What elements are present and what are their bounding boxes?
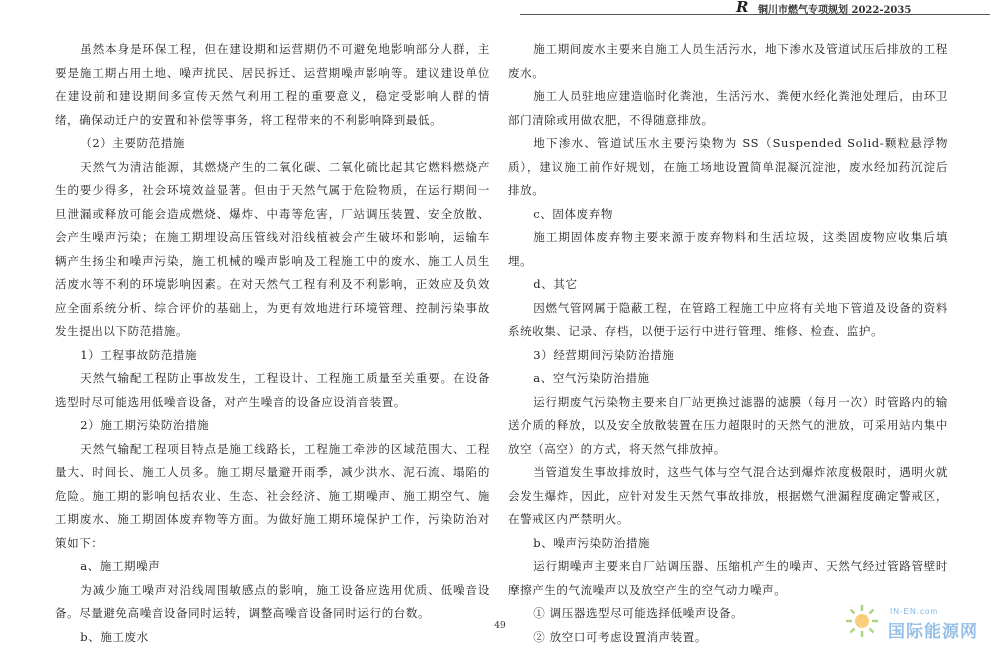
section-heading: d、其它 <box>533 277 578 291</box>
sun-logo-icon <box>844 603 880 639</box>
paragraph: 运行期废气污染物主要来自厂站更换过滤器的滤膜（每月一次）时管路内的输送介质的释放，以及安全放散装置在压力超限时的天然气的泄放，可采用站内集中放空（高空）的方式，将天然气排放掉。 <box>508 394 948 456</box>
watermark-name: 国际能源网 <box>888 622 978 642</box>
watermark-url: IN-EN.com <box>890 607 939 616</box>
section-heading: c、固体废弃物 <box>533 206 613 221</box>
paragraph: 当管道发生事故排放时，这些气体与空气混合达到爆炸浓度极限时，遇明火就会发生爆炸，因此，应针对发生天然气事故排放，根据燃气泄漏程度确定警戒区，在警戒区内严禁明火。 <box>508 465 948 526</box>
section-heading: b、噪声污染防治措施 <box>533 535 651 550</box>
paragraph: 为减少施工噪声对沿线周围敏感点的影响，施工设备应选用优质、低噪音设备。尽量避免高噪音设备同时运转，调整高噪音设备同时运行的台数。 <box>55 582 490 620</box>
paragraph: 天然气为清洁能源，其燃烧产生的二氧化碳、二氧化硫比起其它燃料燃烧产生的要少得多，社会环境效益显著。但由于天然气属于危险物质，在运行期间一旦泄漏或释放可能会造成燃烧、爆炸、中毒等危害，厂站调压装置、安全放散、会产生噪声污染；在施工期埋设高压管线对沿线植被会产生破坏和影响，运输车辆产生扬尘和噪声污染，施工机械的噪声影响及工程施工中的废水、施工人员生活废水等不利的环境影响因素。在对天然气工程有利及不利影响，正效应及负效应全面系统分析、综合评价的基础上，为更有效地进行环境管理、控制污染事故发生提出以下防范措施。 <box>55 159 490 338</box>
list-item: ② 放空口可考虑设置消声装置。 <box>533 629 707 644</box>
section-heading: （2）主要防范措施 <box>80 136 186 150</box>
header-rule <box>520 14 990 15</box>
paragraph: 虽然本身是环保工程，但在建设期和运营期仍不可避免地影响部分人群，主要是施工期占用土地、噪声扰民、居民拆迁、运营期噪声影响等。建议建设单位在建设前和建设期间多宣传天然气利用工程的重要意义，稳定受影响人群的情绪，确保动迁户的安置和补偿等事务，将工程带来的不利影响降到最低。 <box>55 42 490 127</box>
paragraph: 施工人员驻地应建造临时化粪池，生活污水、粪便水经化粪池处理后，由环卫部门清除或用做农肥，不得随意排放。 <box>508 89 948 127</box>
section-heading: a、空气污染防治措施 <box>533 371 650 385</box>
section-heading: 1）工程事故防范措施 <box>80 347 198 362</box>
page-number: 49 <box>494 621 506 631</box>
list-item: ① 调压器选型尽可能选择低噪声设备。 <box>533 606 744 620</box>
watermark <box>842 601 992 649</box>
page-header <box>0 0 1000 20</box>
section-heading: 2）施工期污染防治措施 <box>80 418 210 432</box>
paragraph: 运行期噪声主要来自厂站调压器、压缩机产生的噪声、天然气经过管路管壁时摩擦产生的气流噪声以及放空产生的空气动力噪声。 <box>508 559 948 597</box>
paragraph: 天然气输配工程项目特点是施工线路长，工程施工牵涉的区域范围大、工程量大、时间长、施工人员多。施工期尽量避开雨季，减少洪水、泥石流、塌陷的危险。施工期的影响包括农业、生态、社会经济、施工期噪声、施工期空气、施工期废水、施工期固体废弃物等方面。为做好施工期环境保护工作，污染防治对策如下： <box>55 441 490 550</box>
header-logo: R <box>736 0 749 16</box>
section-heading: 3）经营期间污染防治措施 <box>533 347 675 362</box>
paragraph: 地下渗水、管道试压水主要污染物为 SS（Suspended Solid-颗粒悬浮物质），建议施工前作好规划，在施工场地设置简单混凝沉淀池，废水经加药沉淀后排放。 <box>508 136 948 197</box>
paragraph: 施工期固体废弃物主要来源于废弃物料和生活垃圾，这类固废物应收集后填埋。 <box>508 230 948 268</box>
section-heading: b、施工废水 <box>80 629 149 644</box>
paragraph: 因燃气管网属于隐蔽工程，在管路工程施工中应将有关地下管道及设备的资料系统收集、记录、存档，以便于运行中进行管理、维修、检查、监护。 <box>508 300 948 338</box>
header-title: 铜川市燃气专项规划 2022-2035 <box>758 5 912 16</box>
paragraph: 施工期间废水主要来自施工人员生活污水，地下渗水及管道试压后排放的工程废水。 <box>508 42 948 80</box>
section-heading: a、施工期噪声 <box>80 559 161 573</box>
left-column <box>55 38 490 649</box>
paragraph: 天然气输配工程防止事故发生，工程设计、工程施工质量至关重要。在设备选型时尽可能选用低噪音设备，对产生噪音的设备应设消音装置。 <box>55 371 490 409</box>
right-column <box>508 38 948 649</box>
